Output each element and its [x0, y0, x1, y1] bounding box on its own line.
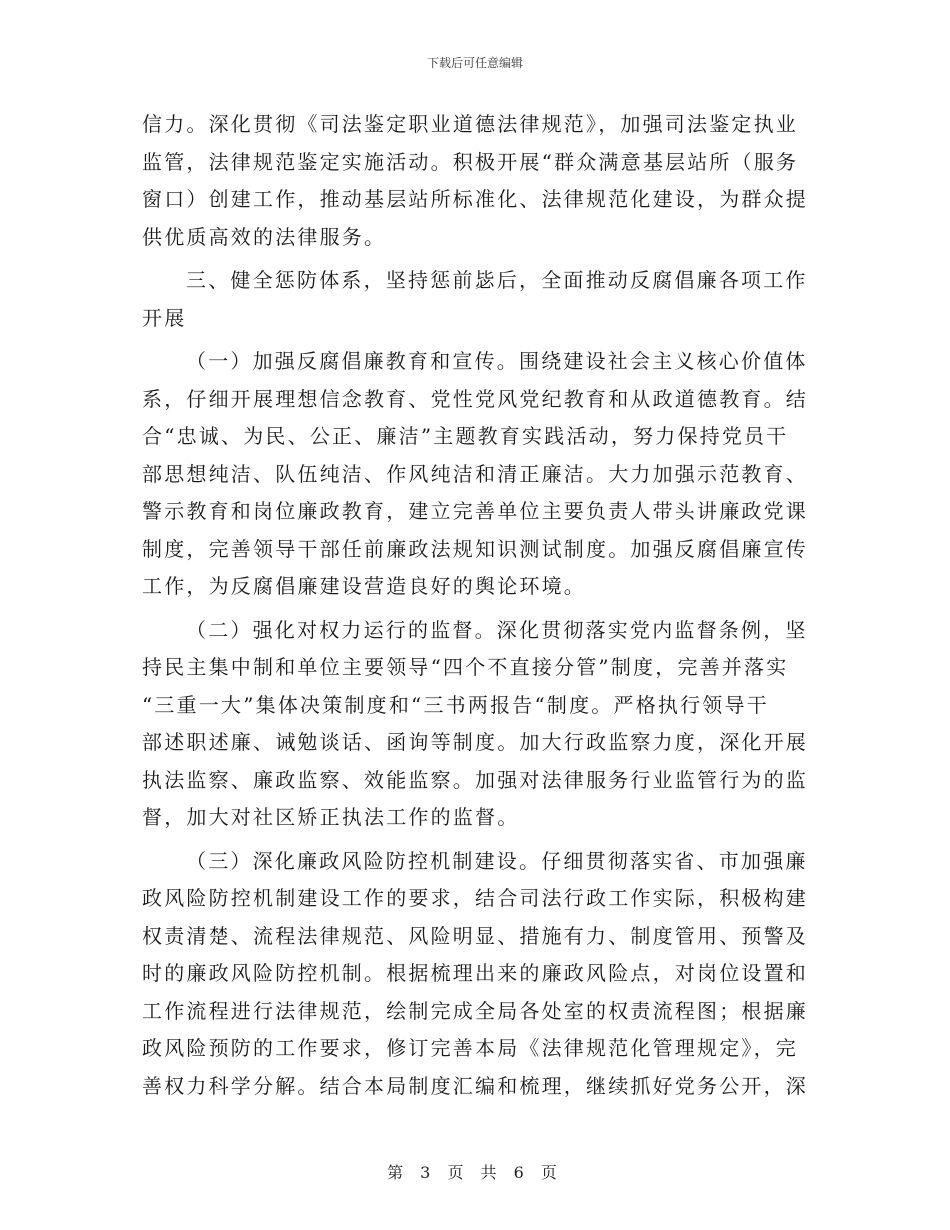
- paragraph: [142, 106, 806, 256]
- text-line: （三）深化廉政风险防控机制建设。仔细贯彻落实省、市加强廉: [186, 848, 808, 873]
- paragraph: [142, 612, 806, 837]
- text-line: 部思想纯洁、队伍纯洁、作风纯洁和清正廉洁。大力加强示范教育、: [142, 461, 808, 486]
- text-line: 持民主集中制和单位主要领导“四个不直接分管”制度，完善并落实: [142, 655, 789, 679]
- text-line: 制度，完善领导干部任前廉政法规知识测试制度。加强反腐倡廉宣传: [142, 536, 808, 561]
- paragraph: [142, 343, 806, 606]
- text-line: 执法监察、廉政监察、效能监察。加强对法律服务行业监管行为的监: [142, 767, 808, 792]
- section-heading: [142, 262, 806, 337]
- text-line: 时的廉政风险防控机制。根据梳理出来的廉政风险点，对岗位设置和: [142, 961, 808, 985]
- page-number-footer: 第 3 页 共 6 页: [387, 1163, 563, 1182]
- text-line: 政风险预防的工作要求，修订完善本局《法律规范化管理规定》，完: [142, 1036, 798, 1060]
- text-line: 部述职述廉、诫勉谈话、函询等制度。加大行政监察力度，深化开展: [142, 730, 808, 754]
- text-line: 工作，为反腐倡廉建设营造良好的舆论环境。: [142, 574, 586, 598]
- document-body: [142, 106, 806, 1105]
- text-line: （二）强化对权力运行的监督。深化贯彻落实党内监督条例，坚: [186, 617, 808, 642]
- text-line: 三、健全惩防体系，坚持惩前毖后，全面推动反腐倡廉各项工作: [186, 268, 808, 292]
- text-line: 政风险防控机制建设工作的要求，结合司法行政工作实际，积极构建: [142, 886, 808, 910]
- text-line: 权责清楚、流程法律规范、风险明显、措施有力、制度管用、预警及: [142, 923, 808, 948]
- text-line: 合“忠诚、为民、公正、廉洁”主题教育实践活动，努力保持党员干: [142, 424, 789, 448]
- text-line: “三重一大”集体决策制度和“三书两报告“制度。严格执行领导干: [142, 692, 769, 717]
- text-line: 系，仔细开展理想信念教育、党性党风党纪教育和从政道德教育。结: [142, 386, 808, 411]
- page-header: 下载后可任意编辑: [426, 56, 523, 70]
- text-line: 警示教育和岗位廉政教育，建立完善单位主要负责人带头讲廉政党课: [142, 499, 808, 523]
- text-line: （一）加强反腐倡廉教育和宣传。围绕建设社会主义核心价值体: [186, 349, 808, 373]
- text-line: 善权力科学分解。结合本局制度汇编和梳理，继续抓好党务公开，深: [142, 1073, 808, 1098]
- text-line: 工作流程进行法律规范，绘制完成全局各处室的权责流程图；根据廉: [142, 998, 808, 1023]
- text-line: 督，加大对社区矫正执法工作的监督。: [142, 805, 520, 829]
- paragraph: [142, 843, 806, 1106]
- text-line: 供优质高效的法律服务。: [142, 224, 387, 249]
- text-line: 窗口）创建工作，推动基层站所标准化、法律规范化建设，为群众提: [142, 187, 808, 211]
- text-line: 监管，法律规范鉴定实施活动。积极开展“群众满意基层站所（服务: [142, 149, 799, 174]
- text-line: 信力。深化贯彻《司法鉴定职业道德法律规范》，加强司法鉴定执业: [142, 112, 798, 136]
- text-line: 开展: [142, 305, 187, 330]
